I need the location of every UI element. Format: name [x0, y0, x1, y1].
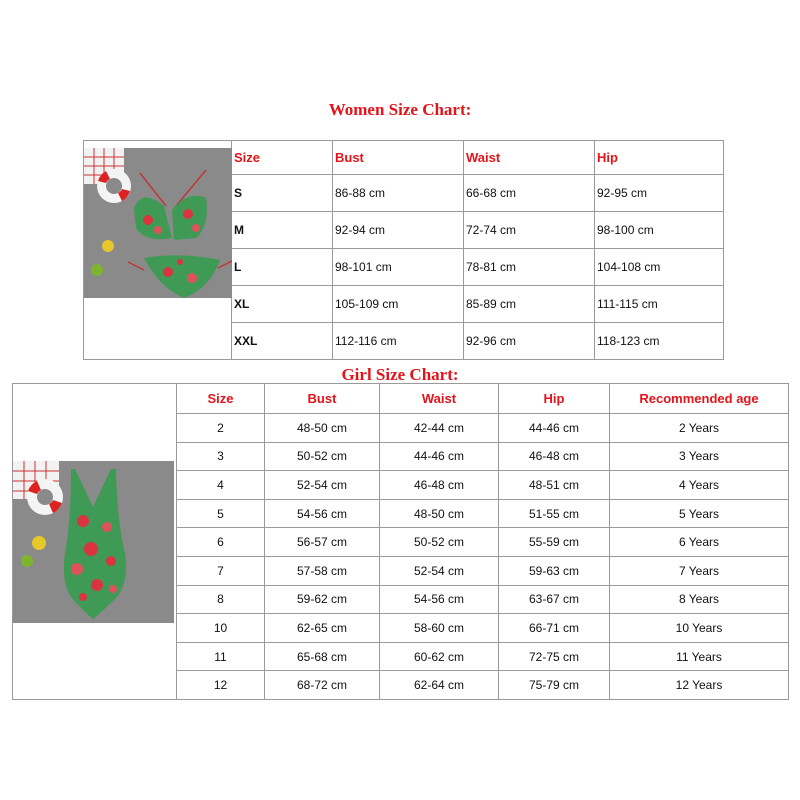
age-cell: 3 Years — [610, 442, 789, 471]
table-header-row — [84, 141, 724, 175]
size-cell: 8 — [177, 585, 265, 614]
hip-cell: 59-63 cm — [499, 556, 610, 585]
hip-cell: 104-108 cm — [595, 249, 724, 286]
header-size: Size — [177, 384, 265, 414]
bust-cell: 56-57 cm — [265, 528, 380, 557]
hip-cell: 118-123 cm — [595, 323, 724, 360]
bust-cell: 62-65 cm — [265, 614, 380, 643]
bust-cell: 105-109 cm — [333, 286, 464, 323]
hip-cell: 98-100 cm — [595, 212, 724, 249]
yellow-ball-graphic — [102, 240, 114, 252]
bust-cell: 65-68 cm — [265, 642, 380, 671]
age-cell: 10 Years — [610, 614, 789, 643]
age-cell: 6 Years — [610, 528, 789, 557]
girl-swimsuit-photo — [13, 461, 174, 623]
age-cell: 7 Years — [610, 556, 789, 585]
hip-cell: 72-75 cm — [499, 642, 610, 671]
hip-cell: 75-79 cm — [499, 671, 610, 700]
size-cell: 10 — [177, 614, 265, 643]
header-bust: Bust — [265, 384, 380, 414]
bust-cell: 92-94 cm — [333, 212, 464, 249]
size-cell: XL — [232, 286, 333, 323]
hip-cell: 63-67 cm — [499, 585, 610, 614]
hip-cell: 51-55 cm — [499, 499, 610, 528]
bust-cell: 112-116 cm — [333, 323, 464, 360]
bust-cell: 98-101 cm — [333, 249, 464, 286]
waist-cell: 54-56 cm — [380, 585, 499, 614]
age-cell: 2 Years — [610, 414, 789, 443]
waist-cell: 72-74 cm — [464, 212, 595, 249]
waist-cell: 42-44 cm — [380, 414, 499, 443]
waist-cell: 62-64 cm — [380, 671, 499, 700]
waist-cell: 44-46 cm — [380, 442, 499, 471]
header-size: Size — [232, 141, 333, 175]
bust-cell: 59-62 cm — [265, 585, 380, 614]
age-cell: 11 Years — [610, 642, 789, 671]
green-ball-graphic — [91, 264, 103, 276]
hip-cell: 111-115 cm — [595, 286, 724, 323]
size-cell: L — [232, 249, 333, 286]
size-cell: XXL — [232, 323, 333, 360]
waist-cell: 46-48 cm — [380, 471, 499, 500]
age-cell: 5 Years — [610, 499, 789, 528]
header-bust: Bust — [333, 141, 464, 175]
women-size-chart-title: Women Size Chart: — [328, 100, 472, 119]
waist-cell: 50-52 cm — [380, 528, 499, 557]
age-cell: 8 Years — [610, 585, 789, 614]
lifebuoy-graphic — [27, 479, 63, 515]
bust-cell: 50-52 cm — [265, 442, 380, 471]
waist-cell: 52-54 cm — [380, 556, 499, 585]
green-ball-graphic — [21, 555, 33, 567]
size-cell: 6 — [177, 528, 265, 557]
girl-size-table — [12, 383, 789, 700]
bust-cell: 54-56 cm — [265, 499, 380, 528]
header-recommended-age: Recommended age — [610, 384, 789, 414]
age-cell: 12 Years — [610, 671, 789, 700]
hip-cell: 44-46 cm — [499, 414, 610, 443]
size-cell: 4 — [177, 471, 265, 500]
waist-cell: 85-89 cm — [464, 286, 595, 323]
size-cell: M — [232, 212, 333, 249]
size-cell: S — [232, 175, 333, 212]
yellow-ball-graphic — [32, 536, 46, 550]
women-size-table — [83, 140, 724, 360]
girl-photo-cell — [13, 384, 177, 700]
waist-cell: 60-62 cm — [380, 642, 499, 671]
hip-cell: 55-59 cm — [499, 528, 610, 557]
bust-cell: 52-54 cm — [265, 471, 380, 500]
table-header-row — [13, 384, 789, 414]
hip-cell: 46-48 cm — [499, 442, 610, 471]
women-photo-cell — [84, 141, 232, 360]
bust-cell: 48-50 cm — [265, 414, 380, 443]
header-hip: Hip — [595, 141, 724, 175]
age-cell: 4 Years — [610, 471, 789, 500]
bust-cell: 68-72 cm — [265, 671, 380, 700]
bust-cell: 86-88 cm — [333, 175, 464, 212]
women-bikini-photo — [84, 148, 232, 298]
size-cell: 5 — [177, 499, 265, 528]
waist-cell: 48-50 cm — [380, 499, 499, 528]
size-cell: 3 — [177, 442, 265, 471]
header-waist: Waist — [464, 141, 595, 175]
size-cell: 2 — [177, 414, 265, 443]
hip-cell: 92-95 cm — [595, 175, 724, 212]
waist-cell: 66-68 cm — [464, 175, 595, 212]
hip-cell: 48-51 cm — [499, 471, 610, 500]
waist-cell: 58-60 cm — [380, 614, 499, 643]
size-cell: 7 — [177, 556, 265, 585]
hip-cell: 66-71 cm — [499, 614, 610, 643]
lifebuoy-graphic — [97, 169, 131, 203]
header-hip: Hip — [499, 384, 610, 414]
bust-cell: 57-58 cm — [265, 556, 380, 585]
waist-cell: 78-81 cm — [464, 249, 595, 286]
size-cell: 12 — [177, 671, 265, 700]
waist-cell: 92-96 cm — [464, 323, 595, 360]
size-cell: 11 — [177, 642, 265, 671]
girl-size-chart-title: Girl Size Chart: — [341, 365, 459, 384]
header-waist: Waist — [380, 384, 499, 414]
